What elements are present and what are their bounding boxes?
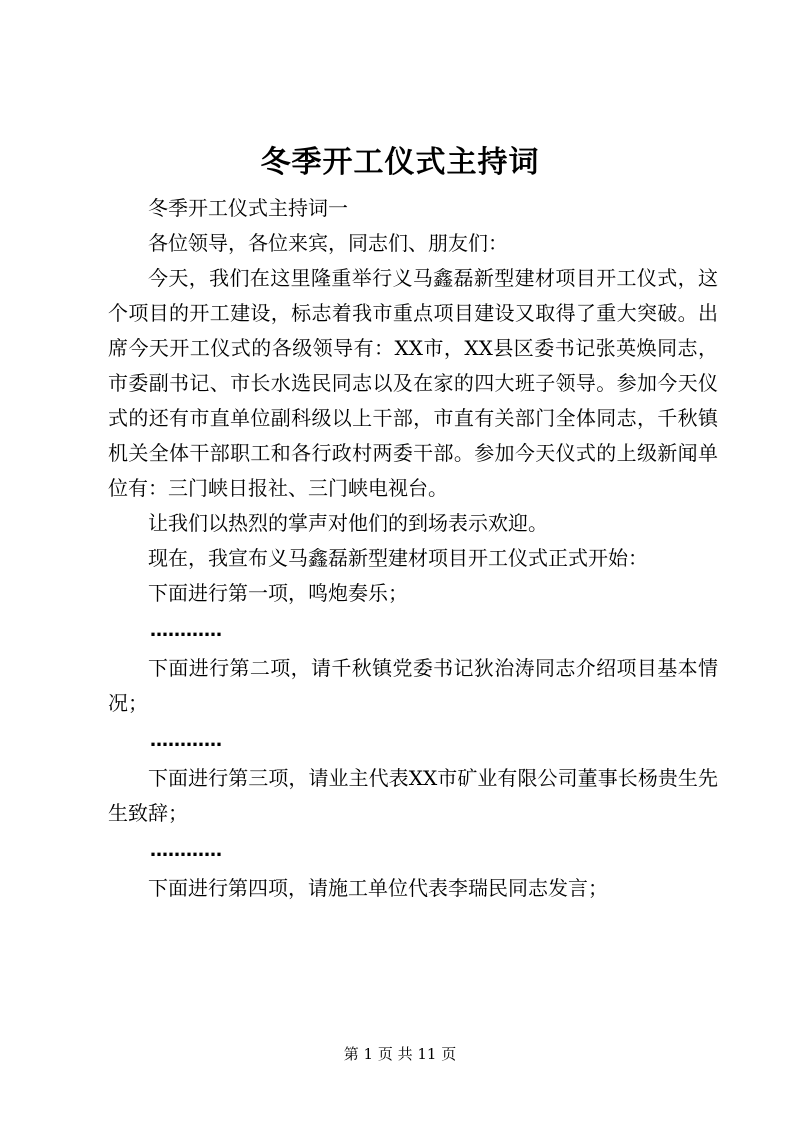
page-number-footer: 第 1 页 共 11 页	[343, 1045, 457, 1063]
paragraph-subtitle: 冬季开工仪式主持词一	[148, 196, 348, 220]
document-title: 冬季开工仪式主持词	[260, 145, 540, 180]
paragraph-announcement: 现在，我宣布义马鑫磊新型建材项目开工仪式正式开始：	[148, 546, 648, 570]
paragraph-greeting: 各位领导，各位来宾，同志们、朋友们：	[148, 231, 508, 255]
paragraph-item-one: 下面进行第一项，鸣炮奏乐；	[148, 581, 408, 605]
paragraph-item-two: 下面进行第二项，请千秋镇党委书记狄治涛同志介绍项目基本情况；	[108, 656, 718, 715]
paragraph-welcome: 让我们以热烈的掌声对他们的到场表示欢迎。	[148, 511, 548, 535]
document-body	[108, 191, 718, 906]
paragraph-introduction: 今天，我们在这里隆重举行义马鑫磊新型建材项目开工仪式，这个项目的开工建设，标志着我市重点项目建设又取得了重大突破。出席今天开工仪式的各级领导有：XX市，XX县区委书记张英焕同志，市委副书记、市长水选民同志以及在家的四大班子领导。参加今天仪式的还有市直单位副科级以上干部，市直有关部门全体同志，千秋镇机关全体干部职工和各行政村两委干部。参加今天仪式的上级新闻单位有：三门峡日报社、三门峡电视台。	[108, 266, 718, 500]
ellipsis-separator: …………	[150, 840, 222, 861]
ellipsis-separator: …………	[150, 730, 222, 751]
paragraph-item-three: 下面进行第三项，请业主代表XX市矿业有限公司董事长杨贵生先生致辞；	[108, 766, 718, 825]
ellipsis-separator: …………	[150, 620, 222, 641]
paragraph-item-four: 下面进行第四项，请施工单位代表李瑞民同志发言；	[148, 876, 608, 900]
